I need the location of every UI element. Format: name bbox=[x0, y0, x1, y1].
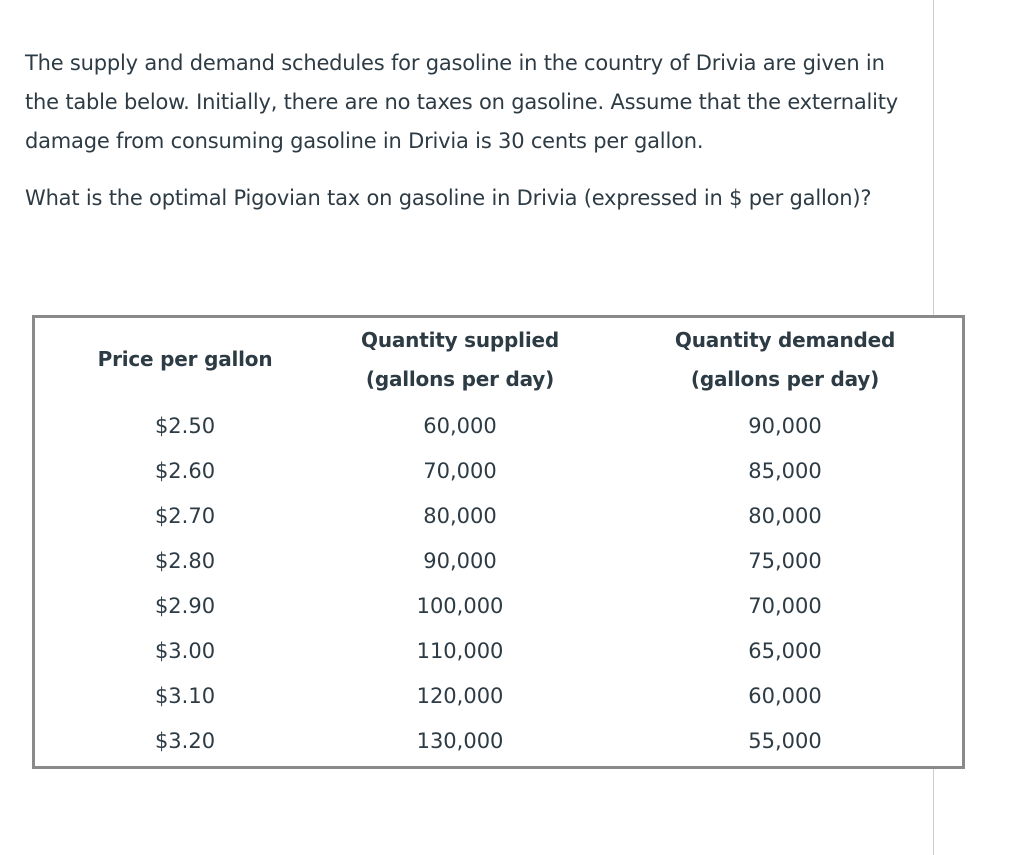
price-cell: $3.00 bbox=[154, 639, 216, 663]
quantity-supplied-cell: 80,000 bbox=[423, 504, 497, 528]
header-quantity-supplied bbox=[325, 321, 595, 399]
quantity-supplied-cell: 90,000 bbox=[423, 549, 497, 573]
quantity-supplied-cell: 130,000 bbox=[416, 729, 504, 753]
quantity-supplied-cell: 120,000 bbox=[416, 684, 504, 708]
header-price-label: Price per gallon bbox=[97, 347, 273, 371]
quantity-supplied-cell: 100,000 bbox=[416, 594, 504, 618]
header-quantity-demanded-line2: (gallons per day) bbox=[690, 367, 880, 391]
price-cell: $2.90 bbox=[154, 594, 216, 618]
quantity-demanded-cell: 90,000 bbox=[748, 414, 822, 438]
quantity-demanded-cell: 65,000 bbox=[748, 639, 822, 663]
price-cell: $2.80 bbox=[154, 549, 216, 573]
quantity-supplied-cell: 60,000 bbox=[423, 414, 497, 438]
header-quantity-demanded bbox=[650, 321, 920, 399]
price-cell: $3.20 bbox=[154, 729, 216, 753]
header-quantity-supplied-line2: (gallons per day) bbox=[365, 367, 555, 391]
quantity-demanded-cell: 80,000 bbox=[748, 504, 822, 528]
quantity-demanded-cell: 55,000 bbox=[748, 729, 822, 753]
header-quantity-demanded-line1: Quantity demanded bbox=[674, 328, 896, 352]
quantity-demanded-cell: 75,000 bbox=[748, 549, 822, 573]
quantity-supplied-cell: 110,000 bbox=[416, 639, 504, 663]
price-cell: $2.60 bbox=[154, 459, 216, 483]
header-quantity-supplied-line1: Quantity supplied bbox=[361, 328, 559, 352]
quantity-demanded-cell: 60,000 bbox=[748, 684, 822, 708]
quantity-demanded-cell: 70,000 bbox=[748, 594, 822, 618]
question-text bbox=[25, 44, 905, 236]
question-paragraph-prompt: What is the optimal Pigovian tax on gasoline in Drivia (expressed in $ per gallon)? bbox=[25, 186, 872, 210]
price-cell: $2.50 bbox=[154, 414, 216, 438]
quantity-demanded-cell: 85,000 bbox=[748, 459, 822, 483]
quantity-supplied-cell: 70,000 bbox=[423, 459, 497, 483]
question-paragraph-context: The supply and demand schedules for gasoline in the country of Drivia are given in the table below. Initially, there are no taxes on gasoline. Assume that the externality damage from consuming gasoline in Drivia is 30 cents per gallon. bbox=[25, 51, 899, 153]
price-cell: $2.70 bbox=[154, 504, 216, 528]
supply-demand-table bbox=[32, 315, 965, 769]
header-price bbox=[73, 340, 297, 379]
price-cell: $3.10 bbox=[154, 684, 216, 708]
